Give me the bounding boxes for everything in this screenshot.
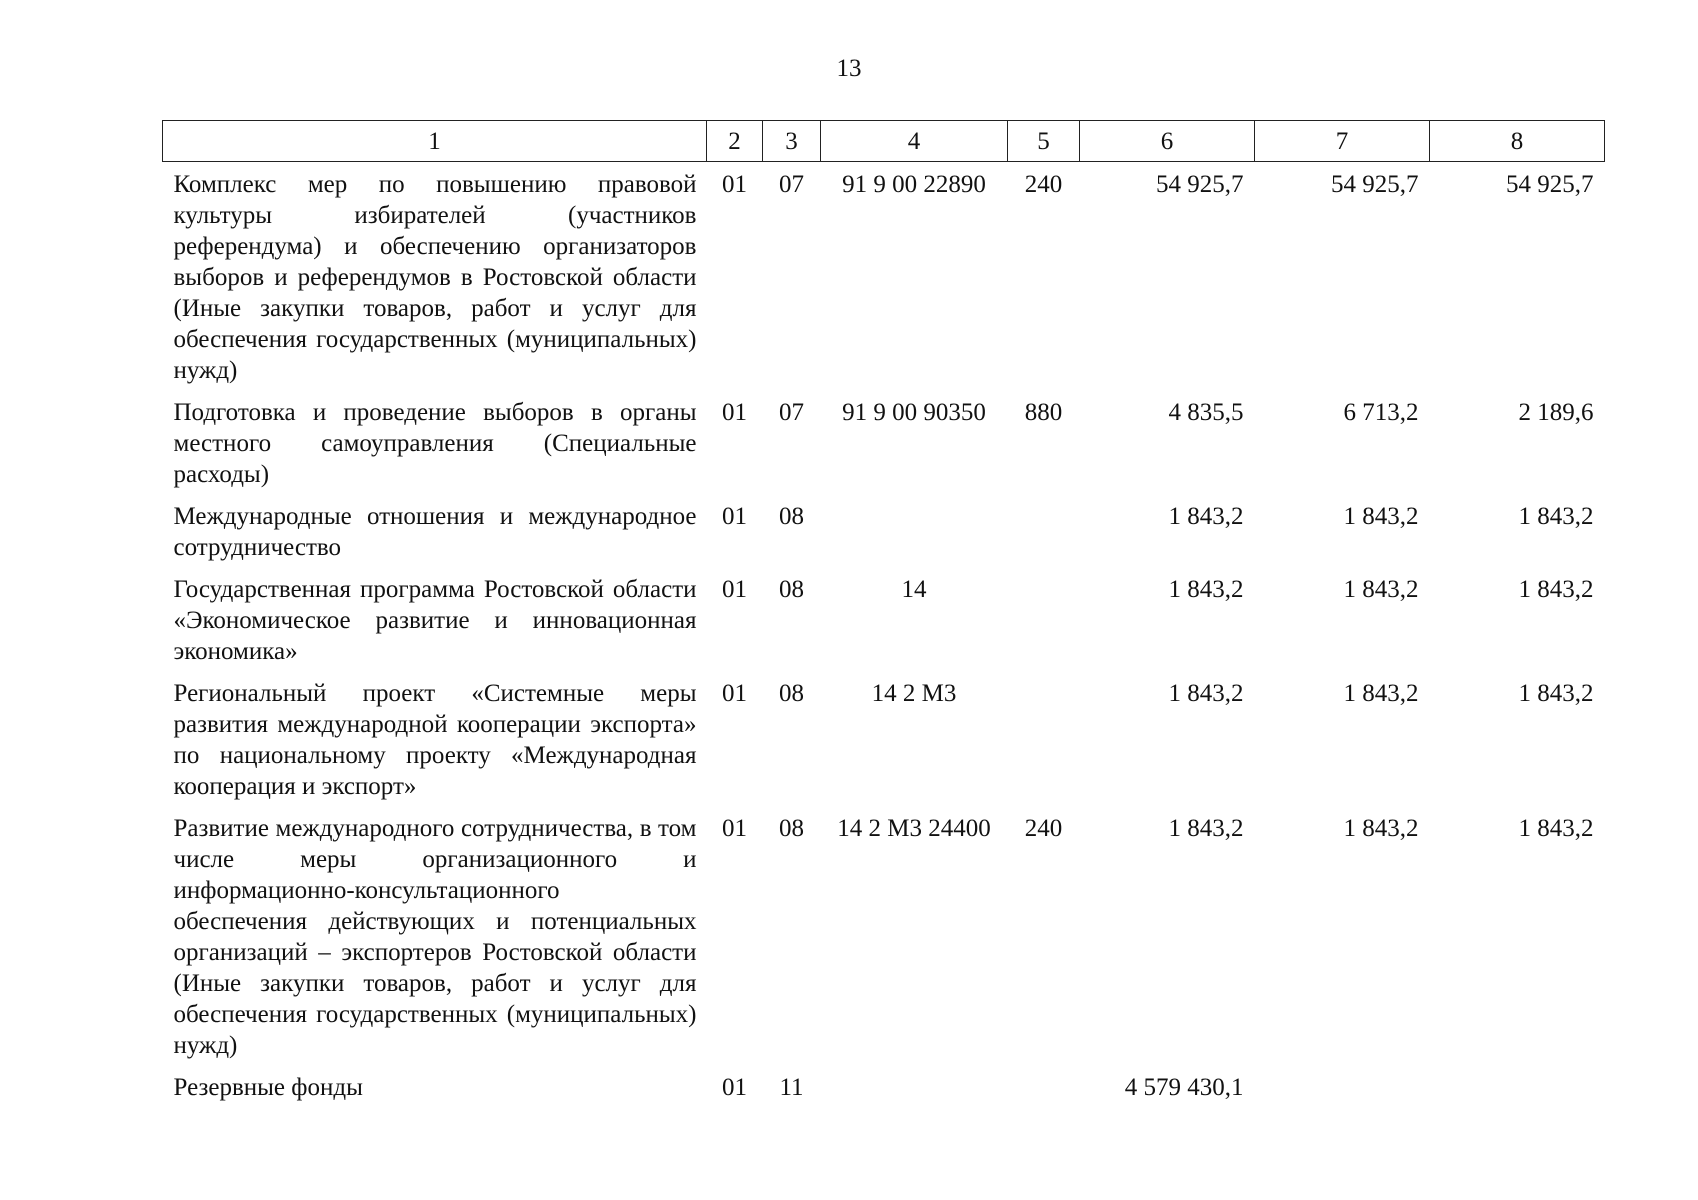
header-cell-5: 5: [1008, 121, 1080, 162]
row-amount-col8: 54 925,7: [1506, 171, 1594, 198]
row-section-code: 01: [722, 815, 747, 842]
row-target-article: 14 2 M3: [871, 680, 957, 707]
row-target-article: 14: [901, 576, 927, 603]
row-expense-type: [1008, 1065, 1080, 1107]
row-section-code: 01: [722, 576, 747, 603]
row-subsection-code: 11: [779, 1074, 804, 1101]
row-expense-type: 880: [1024, 399, 1063, 426]
row-amount-col8: 1 843,2: [1518, 503, 1594, 530]
row-amount-col8: 1 843,2: [1518, 815, 1594, 842]
header-cell-2: 2: [707, 121, 763, 162]
header-cell-6: 6: [1080, 121, 1255, 162]
row-subsection-code: 08: [779, 815, 804, 842]
row-target-article: [821, 494, 1008, 567]
row-expense-type: [1008, 567, 1080, 671]
row-amount-col7: 54 925,7: [1331, 171, 1419, 198]
row-section-code: 01: [722, 680, 747, 707]
row-amount-col7: [1255, 1065, 1430, 1107]
table-row: [163, 671, 1605, 806]
header-cell-4: 4: [821, 121, 1008, 162]
header-cell-3: 3: [763, 121, 821, 162]
table-row: [163, 390, 1605, 494]
row-subsection-code: 08: [779, 576, 804, 603]
row-expense-type: [1008, 494, 1080, 567]
table-row: [163, 162, 1605, 391]
row-name: Развитие международного сотрудничества, в том числе меры организационного и информационно-консультационного обеспечения действующих и потенциальных организаций – экспортеров Ростовской области (Иные закупки товаров, работ и услуг для обеспечения государственных (муниципальных) нужд): [173, 815, 697, 1059]
row-subsection-code: 08: [779, 680, 804, 707]
row-subsection-code: 07: [779, 171, 804, 198]
row-expense-type: [1008, 671, 1080, 806]
row-amount-col7: 1 843,2: [1343, 503, 1419, 530]
row-subsection-code: 08: [779, 503, 804, 530]
row-amount-col6: 1 843,2: [1168, 576, 1244, 603]
header-cell-7: 7: [1255, 121, 1430, 162]
row-amount-col7: 6 713,2: [1343, 399, 1419, 426]
row-name: Резервные фонды: [173, 1074, 363, 1101]
row-amount-col7: 1 843,2: [1343, 815, 1419, 842]
header-cell-8: 8: [1430, 121, 1605, 162]
row-amount-col6: 1 843,2: [1168, 503, 1244, 530]
row-name: Государственная программа Ростовской области «Экономическое развитие и инновационная экономика»: [173, 576, 697, 665]
row-amount-col8: [1430, 1065, 1605, 1107]
row-section-code: 01: [722, 503, 747, 530]
row-target-article: 14 2 M3 24400: [837, 815, 991, 842]
row-target-article: 91 9 00 90350: [842, 399, 986, 426]
page-number: 13: [836, 55, 862, 82]
row-amount-col6: 4 835,5: [1168, 399, 1244, 426]
row-name: Международные отношения и международное сотрудничество: [173, 503, 697, 561]
row-amount-col7: 1 843,2: [1343, 680, 1419, 707]
row-subsection-code: 07: [779, 399, 804, 426]
row-section-code: 01: [722, 399, 747, 426]
table-row: [163, 494, 1605, 567]
table-row: [163, 567, 1605, 671]
row-amount-col6: 1 843,2: [1168, 680, 1244, 707]
row-section-code: 01: [722, 1074, 747, 1101]
row-amount-col6: 1 843,2: [1168, 815, 1244, 842]
row-name: Подготовка и проведение выборов в органы местного самоуправления (Специальные расходы): [173, 399, 697, 488]
row-name: Комплекс мер по повышению правовой культуры избирателей (участников референдума) и обеспечению организаторов выборов и референдумов в Ростовской области (Иные закупки товаров, работ и услуг для обеспечения государственных (муниципальных) нужд): [173, 171, 697, 384]
row-amount-col8: 2 189,6: [1518, 399, 1594, 426]
row-amount-col6: 4 579 430,1: [1124, 1074, 1244, 1101]
row-target-article: [821, 1065, 1008, 1107]
table-row: [163, 806, 1605, 1065]
row-expense-type: 240: [1024, 815, 1063, 842]
row-expense-type: 240: [1024, 171, 1063, 198]
row-amount-col6: 54 925,7: [1156, 171, 1244, 198]
table-row: [163, 1065, 1605, 1107]
row-amount-col8: 1 843,2: [1518, 576, 1594, 603]
header-row: [163, 121, 1605, 162]
header-cell-1: 1: [163, 121, 707, 162]
row-amount-col8: 1 843,2: [1518, 680, 1594, 707]
row-name: Региональный проект «Системные меры развития международной кооперации экспорта» по национальному проекту «Международная кооперация и экспорт»: [173, 680, 697, 800]
row-target-article: 91 9 00 22890: [842, 171, 986, 198]
row-amount-col7: 1 843,2: [1343, 576, 1419, 603]
budget-table: [162, 120, 1605, 1107]
row-section-code: 01: [722, 171, 747, 198]
